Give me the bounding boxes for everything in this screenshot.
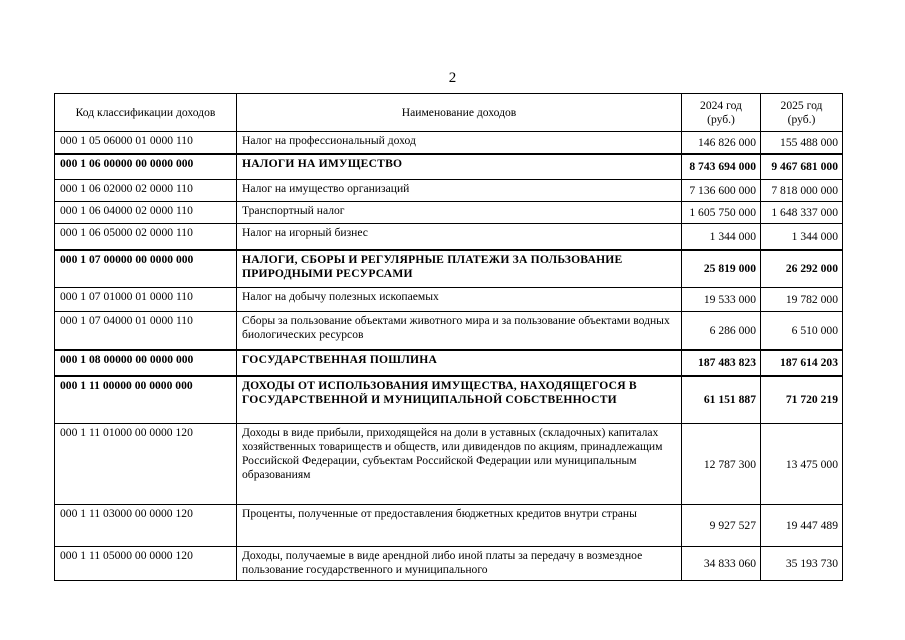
row-name: Налог на игорный бизнес (237, 224, 682, 250)
row-value-2025: 6 510 000 (761, 312, 843, 350)
row-value-2024: 25 819 000 (682, 250, 761, 288)
table-row (55, 224, 843, 250)
row-name: Налог на добычу полезных ископаемых (237, 288, 682, 312)
header-2024: 2024 год (руб.) (682, 94, 761, 132)
row-code: 000 1 11 00000 00 0000 000 (55, 376, 237, 424)
header-code: Код классификации доходов (55, 94, 237, 132)
row-name: Транспортный налог (237, 202, 682, 224)
row-code: 000 1 06 02000 02 0000 110 (55, 180, 237, 202)
row-value-2024: 7 136 600 000 (682, 180, 761, 202)
row-name: Сборы за пользование объектами животного мира и за пользование объектами водных биологических ресурсов (237, 312, 682, 350)
table-header-row (55, 94, 843, 132)
table-row (55, 547, 843, 581)
row-value-2025: 13 475 000 (761, 424, 843, 505)
header-2025: 2025 год (руб.) (761, 94, 843, 132)
row-code: 000 1 08 00000 00 0000 000 (55, 350, 237, 376)
row-value-2024: 9 927 527 (682, 505, 761, 547)
row-value-2024: 6 286 000 (682, 312, 761, 350)
row-value-2024: 34 833 060 (682, 547, 761, 581)
row-value-2024: 19 533 000 (682, 288, 761, 312)
row-value-2025: 1 344 000 (761, 224, 843, 250)
table-row (55, 180, 843, 202)
row-code: 000 1 05 06000 01 0000 110 (55, 132, 237, 154)
page-number: 2 (448, 70, 457, 86)
row-code: 000 1 07 04000 01 0000 110 (55, 312, 237, 350)
row-value-2024: 12 787 300 (682, 424, 761, 505)
row-name: НАЛОГИ НА ИМУЩЕСТВО (237, 154, 682, 180)
row-value-2024: 187 483 823 (682, 350, 761, 376)
row-value-2025: 9 467 681 000 (761, 154, 843, 180)
row-value-2025: 155 488 000 (761, 132, 843, 154)
row-code: 000 1 11 05000 00 0000 120 (55, 547, 237, 581)
row-value-2024: 61 151 887 (682, 376, 761, 424)
row-value-2025: 187 614 203 (761, 350, 843, 376)
row-name: Доходы в виде прибыли, приходящейся на доли в уставных (складочных) капиталах хозяйственных товариществ и обществ, или дивидендов по акциям, принадлежащим Российской Федерации, субъектам Российской Федерации или муниципальным образованиям (237, 424, 682, 505)
table-row (55, 250, 843, 288)
row-value-2025: 26 292 000 (761, 250, 843, 288)
row-name: Доходы, получаемые в виде арендной либо иной платы за передачу в возмездное пользование государственного и муниципального (237, 547, 682, 581)
row-name: Проценты, полученные от предоставления бюджетных кредитов внутри страны (237, 505, 682, 547)
row-name: Налог на профессиональный доход (237, 132, 682, 154)
row-value-2025: 19 782 000 (761, 288, 843, 312)
row-value-2025: 35 193 730 (761, 547, 843, 581)
row-value-2025: 7 818 000 000 (761, 180, 843, 202)
row-name: ДОХОДЫ ОТ ИСПОЛЬЗОВАНИЯ ИМУЩЕСТВА, НАХОДЯЩЕГОСЯ В ГОСУДАРСТВЕННОЙ И МУНИЦИПАЛЬНОЙ СОБСТВЕННОСТИ (237, 376, 682, 424)
row-code: 000 1 06 00000 00 0000 000 (55, 154, 237, 180)
table-row (55, 288, 843, 312)
table-row (55, 376, 843, 424)
row-code: 000 1 06 04000 02 0000 110 (55, 202, 237, 224)
row-code: 000 1 11 01000 00 0000 120 (55, 424, 237, 505)
row-value-2025: 1 648 337 000 (761, 202, 843, 224)
row-code: 000 1 11 03000 00 0000 120 (55, 505, 237, 547)
table-row (55, 505, 843, 547)
revenue-table (54, 93, 843, 581)
row-value-2024: 1 344 000 (682, 224, 761, 250)
row-code: 000 1 07 00000 00 0000 000 (55, 250, 237, 288)
row-name: Налог на имущество организаций (237, 180, 682, 202)
table-row (55, 424, 843, 505)
row-value-2024: 146 826 000 (682, 132, 761, 154)
row-value-2024: 1 605 750 000 (682, 202, 761, 224)
row-value-2024: 8 743 694 000 (682, 154, 761, 180)
table-row (55, 202, 843, 224)
header-name: Наименование доходов (237, 94, 682, 132)
table-row (55, 350, 843, 376)
row-name: ГОСУДАРСТВЕННАЯ ПОШЛИНА (237, 350, 682, 376)
table-row (55, 154, 843, 180)
row-name: НАЛОГИ, СБОРЫ И РЕГУЛЯРНЫЕ ПЛАТЕЖИ ЗА ПОЛЬЗОВАНИЕ ПРИРОДНЫМИ РЕСУРСАМИ (237, 250, 682, 288)
row-value-2025: 71 720 219 (761, 376, 843, 424)
row-value-2025: 19 447 489 (761, 505, 843, 547)
table-row (55, 132, 843, 154)
table-row (55, 312, 843, 350)
row-code: 000 1 07 01000 01 0000 110 (55, 288, 237, 312)
row-code: 000 1 06 05000 02 0000 110 (55, 224, 237, 250)
